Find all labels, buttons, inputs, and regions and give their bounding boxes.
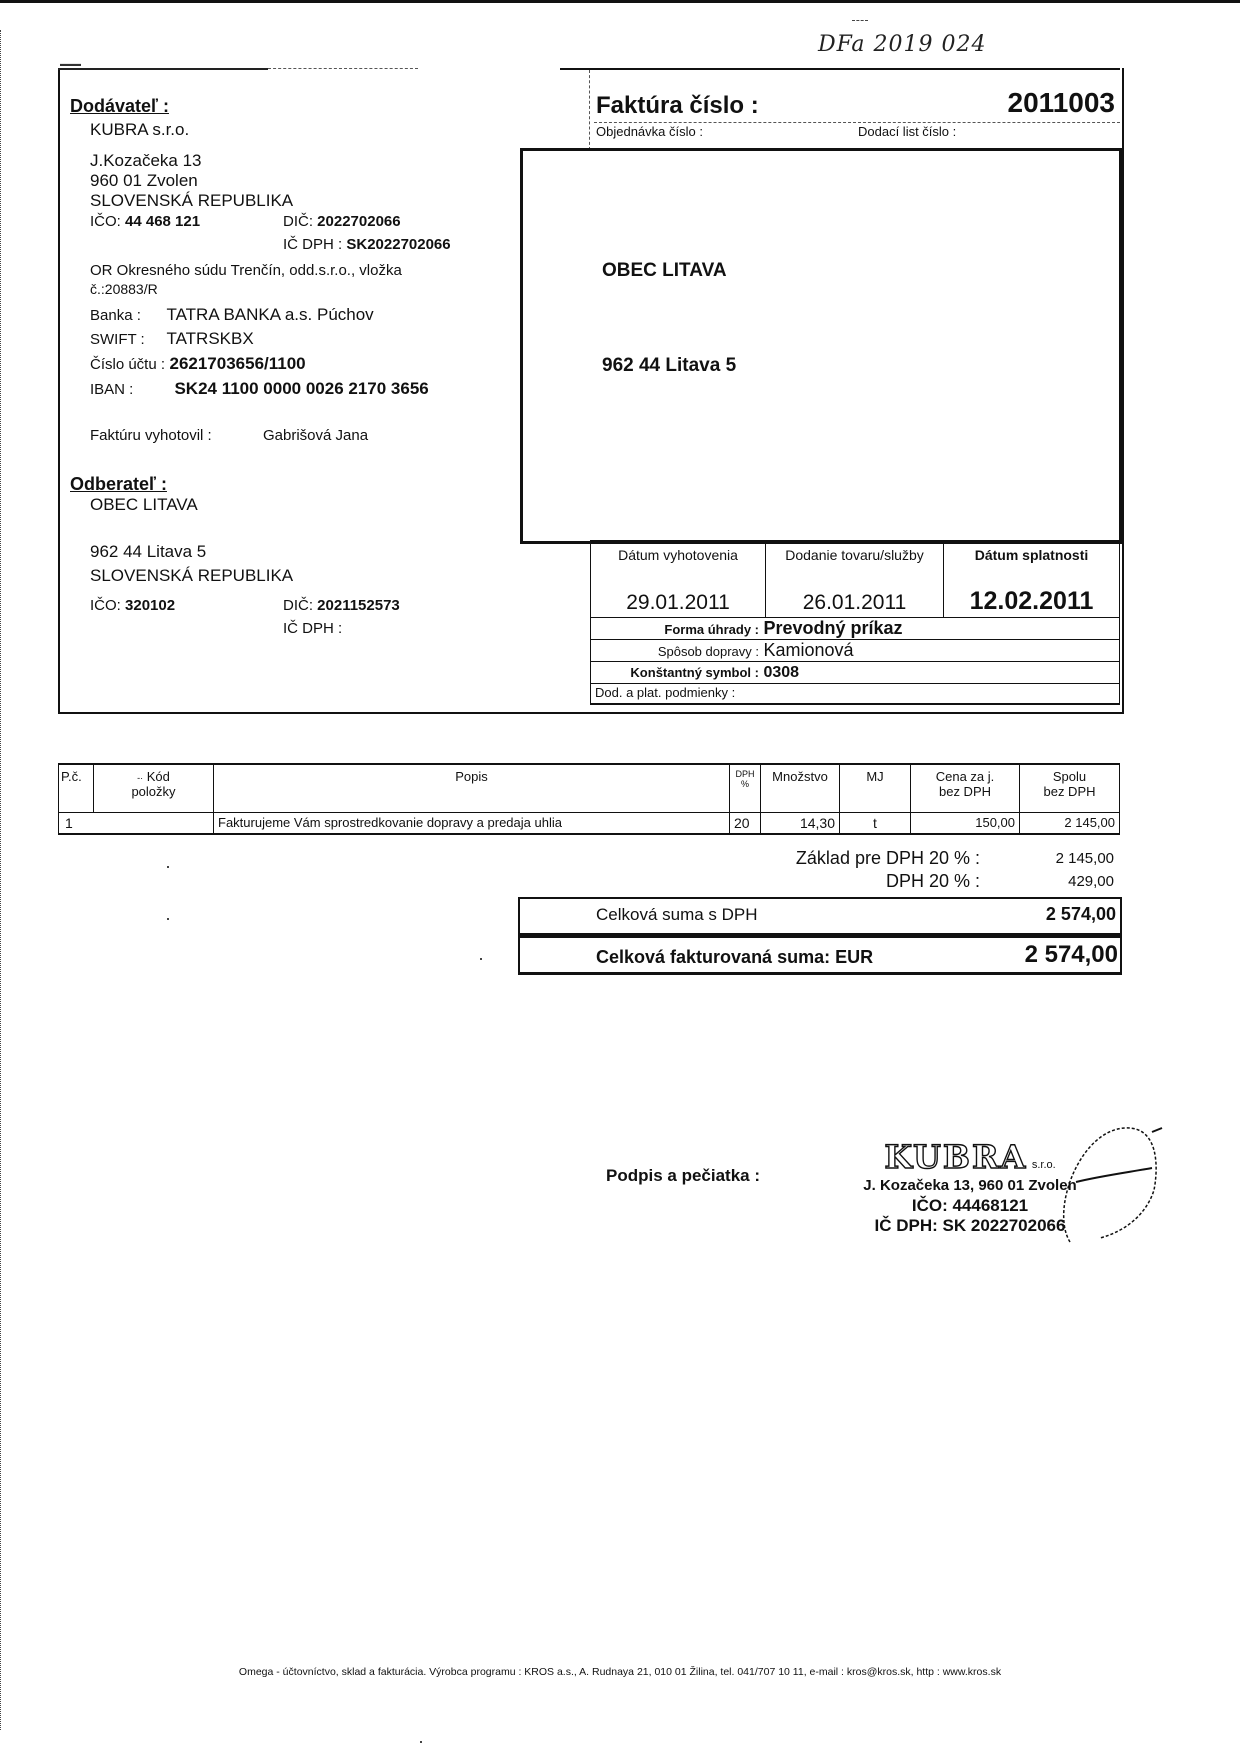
supplier-heading: Dodávateľ : [70, 96, 169, 116]
supplier-ico-label: IČO: [90, 213, 121, 230]
recipient-name: OBEC LITAVA [602, 260, 727, 281]
constant-symbol-label: Konštantný symbol : [630, 664, 759, 680]
row-unit: t [840, 812, 911, 834]
invoice-number: 2011003 [1007, 87, 1115, 118]
supplier-country: SLOVENSKÁ REPUBLIKA [90, 191, 294, 210]
customer-heading: Odberateľ : [70, 474, 167, 494]
row-price: 150,00 [911, 812, 1020, 834]
signature-tick [1152, 1128, 1162, 1132]
row-description: Fakturujeme Vám sprostredkovanie dopravy a predaja uhlia [214, 812, 730, 834]
col-price-line1: Cena za j. [935, 769, 995, 784]
handwritten-note: DFa 2019 024 [818, 32, 987, 57]
payment-form-row [591, 618, 1120, 640]
invoice-title-underline [594, 122, 1120, 123]
total-invoiced-value: 2 574,00 [1024, 941, 1118, 968]
constant-symbol-value: 0308 [763, 663, 800, 681]
col-price-line2: bez DPH [938, 784, 992, 799]
supplier-dic-value: 2022702066 [317, 213, 401, 230]
supplier-ico-value: 44 468 121 [125, 213, 201, 230]
vat-base-label: Základ pre DPH 20 % : [795, 848, 980, 868]
stamp-logo: KUBRA [884, 1138, 1028, 1176]
supplier-dic [283, 213, 401, 230]
scan-dot [167, 866, 169, 868]
payment-form-value: Prevodný príkaz [763, 618, 903, 638]
total-invoiced-box [518, 936, 1122, 975]
scan-stamp-mark: ▬▬▬ [60, 61, 81, 68]
stamp-icdph: IČ DPH: SK 2022702066 [874, 1216, 1066, 1235]
customer-dic [283, 597, 400, 614]
handwritten-signature [1040, 1110, 1170, 1250]
delivery-note-label: Dodací list číslo : [858, 124, 957, 139]
dates-payment-grid [590, 540, 1120, 712]
total-with-vat-box [518, 897, 1122, 936]
customer-country: SLOVENSKÁ REPUBLIKA [90, 566, 294, 585]
supplier-register-line2: č.:20883/R [90, 281, 158, 297]
supplier-account-label: Číslo účtu : [90, 356, 166, 373]
stamp-sro: s.r.o. [1031, 1159, 1056, 1171]
customer-dic-label: DIČ: [283, 597, 313, 614]
customer-ico-value: 320102 [125, 597, 176, 614]
supplier-iban [90, 379, 429, 399]
issue-date-value: 29.01.2011 [626, 591, 730, 614]
scan-dot [420, 1741, 422, 1743]
row-no: 1 [59, 812, 214, 834]
terms-row [591, 684, 1120, 704]
col-total-line2: bez DPH [1043, 784, 1096, 799]
frame-top-dashed [268, 68, 418, 69]
issued-by-label: Faktúru vyhotovil : [90, 427, 212, 444]
transport-value: Kamionová [763, 640, 854, 660]
supplier-swift-label: SWIFT : [90, 331, 145, 348]
scan-mark [852, 20, 868, 21]
footer-software-note: Omega - účtovníctvo, sklad a fakturácia. Výrobca programu : KROS a.s., A. Rudnaya 21, 010 01 Žilina, tel. 041/707 10 11, e-mail : kros@kros.sk, http : www.kros.sk [238, 1666, 1002, 1678]
supplier-icdph-value: SK2022702066 [346, 236, 451, 253]
total-invoiced-label: Celková fakturovaná suma: EUR [596, 947, 874, 967]
row-qty: 14,30 [761, 812, 840, 834]
col-unit: MJ [840, 764, 911, 812]
payment-form-label: Forma úhrady : [664, 622, 759, 637]
supplier-swift [90, 329, 254, 349]
due-date-label: Dátum splatnosti [974, 547, 1089, 563]
col-code-prefix: -· [137, 773, 144, 783]
signature-loop [1064, 1128, 1156, 1242]
page-left-edge [0, 30, 3, 1730]
total-with-vat-label: Celková suma s DPH [596, 905, 758, 924]
row-vat: 20 [730, 812, 761, 834]
transport-label: Spôsob dopravy : [657, 644, 759, 659]
table-row [59, 812, 1120, 834]
total-with-vat-value: 2 574,00 [1045, 904, 1116, 924]
col-description: Popis [214, 764, 730, 812]
page-top-border [0, 0, 1240, 3]
order-number-label: Objednávka číslo : [596, 124, 703, 139]
col-vat-line1: DPH [735, 769, 755, 779]
issue-date-label: Dátum vyhotovenia [618, 547, 738, 563]
recipient-address: 962 44 Litava 5 [602, 355, 737, 376]
due-date-value: 12.02.2011 [969, 587, 1094, 615]
header-divider [589, 70, 590, 150]
vat-base-value: 2 145,00 [1055, 850, 1114, 867]
issue-date-cell [591, 541, 766, 618]
invoice-title: Faktúra číslo : [596, 92, 759, 119]
col-code-line1: Kód [146, 769, 170, 784]
row-total: 2 145,00 [1020, 812, 1120, 834]
constant-symbol-row [591, 662, 1120, 684]
supplier-register-line1: OR Okresného súdu Trenčín, odd.s.r.o., vložka [90, 262, 402, 279]
frame-top-left-rule [58, 68, 268, 70]
col-price [911, 764, 1020, 812]
transport-row [591, 640, 1120, 662]
items-table [58, 763, 1120, 835]
supplier-city: 960 01 Zvolen [90, 171, 198, 190]
customer-icdph-label: IČ DPH : [283, 620, 343, 637]
col-total [1020, 764, 1120, 812]
customer-dic-value: 2021152573 [317, 597, 400, 614]
supplier-account-value: 2621703656/1100 [169, 354, 306, 373]
supplier-bank-label: Banka : [90, 307, 141, 324]
issued-by-value: Gabrišová Jana [263, 427, 369, 444]
scan-dot [480, 958, 482, 960]
vat-amount-value: 429,00 [1068, 873, 1114, 890]
supplier-street: J.Kozačeka 13 [90, 151, 202, 170]
col-vat-line2: % [740, 779, 749, 789]
supplier-name: KUBRA s.r.o. [90, 120, 190, 139]
signature-label: Podpis a pečiatka : [606, 1166, 760, 1185]
col-qty: Množstvo [761, 764, 840, 812]
due-date-cell [944, 541, 1120, 618]
supplier-dic-label: DIČ: [283, 213, 313, 230]
supplier-account [90, 354, 306, 374]
scan-dot [167, 918, 169, 920]
recipient-address-box [520, 148, 1122, 544]
items-header-row [59, 764, 1120, 812]
terms-label: Dod. a plat. podmienky : [595, 685, 736, 701]
customer-ico [90, 597, 175, 614]
supplier-icdph [283, 236, 451, 253]
delivery-date-value: 26.01.2011 [802, 591, 907, 614]
stamp-address: J. Kozačeka 13, 960 01 Zvolen [863, 1177, 1077, 1194]
stamp-ico: IČO: 44468121 [911, 1196, 1029, 1215]
supplier-iban-value: SK24 1100 0000 0026 2170 3656 [174, 379, 429, 398]
col-vat [730, 764, 761, 812]
col-code-line2: položky [131, 784, 176, 799]
supplier-iban-label: IBAN : [90, 381, 134, 398]
col-no: P.č. [59, 764, 94, 812]
col-total-line1: Spolu [1052, 769, 1087, 784]
vat-amount-label: DPH 20 % : [885, 871, 980, 891]
supplier-ico [90, 213, 200, 230]
supplier-bank [90, 305, 374, 325]
delivery-date-cell [766, 541, 944, 618]
col-code [94, 764, 214, 812]
delivery-date-label: Dodanie tovaru/služby [785, 547, 924, 563]
supplier-bank-value: TATRA BANKA a.s. Púchov [166, 305, 374, 324]
supplier-icdph-label: IČ DPH : [283, 236, 343, 253]
customer-address: 962 44 Litava 5 [90, 542, 207, 561]
supplier-swift-value: TATRSKBX [166, 329, 254, 348]
customer-name: OBEC LITAVA [90, 495, 198, 514]
customer-ico-label: IČO: [90, 597, 121, 614]
signature-stroke [1076, 1168, 1152, 1182]
